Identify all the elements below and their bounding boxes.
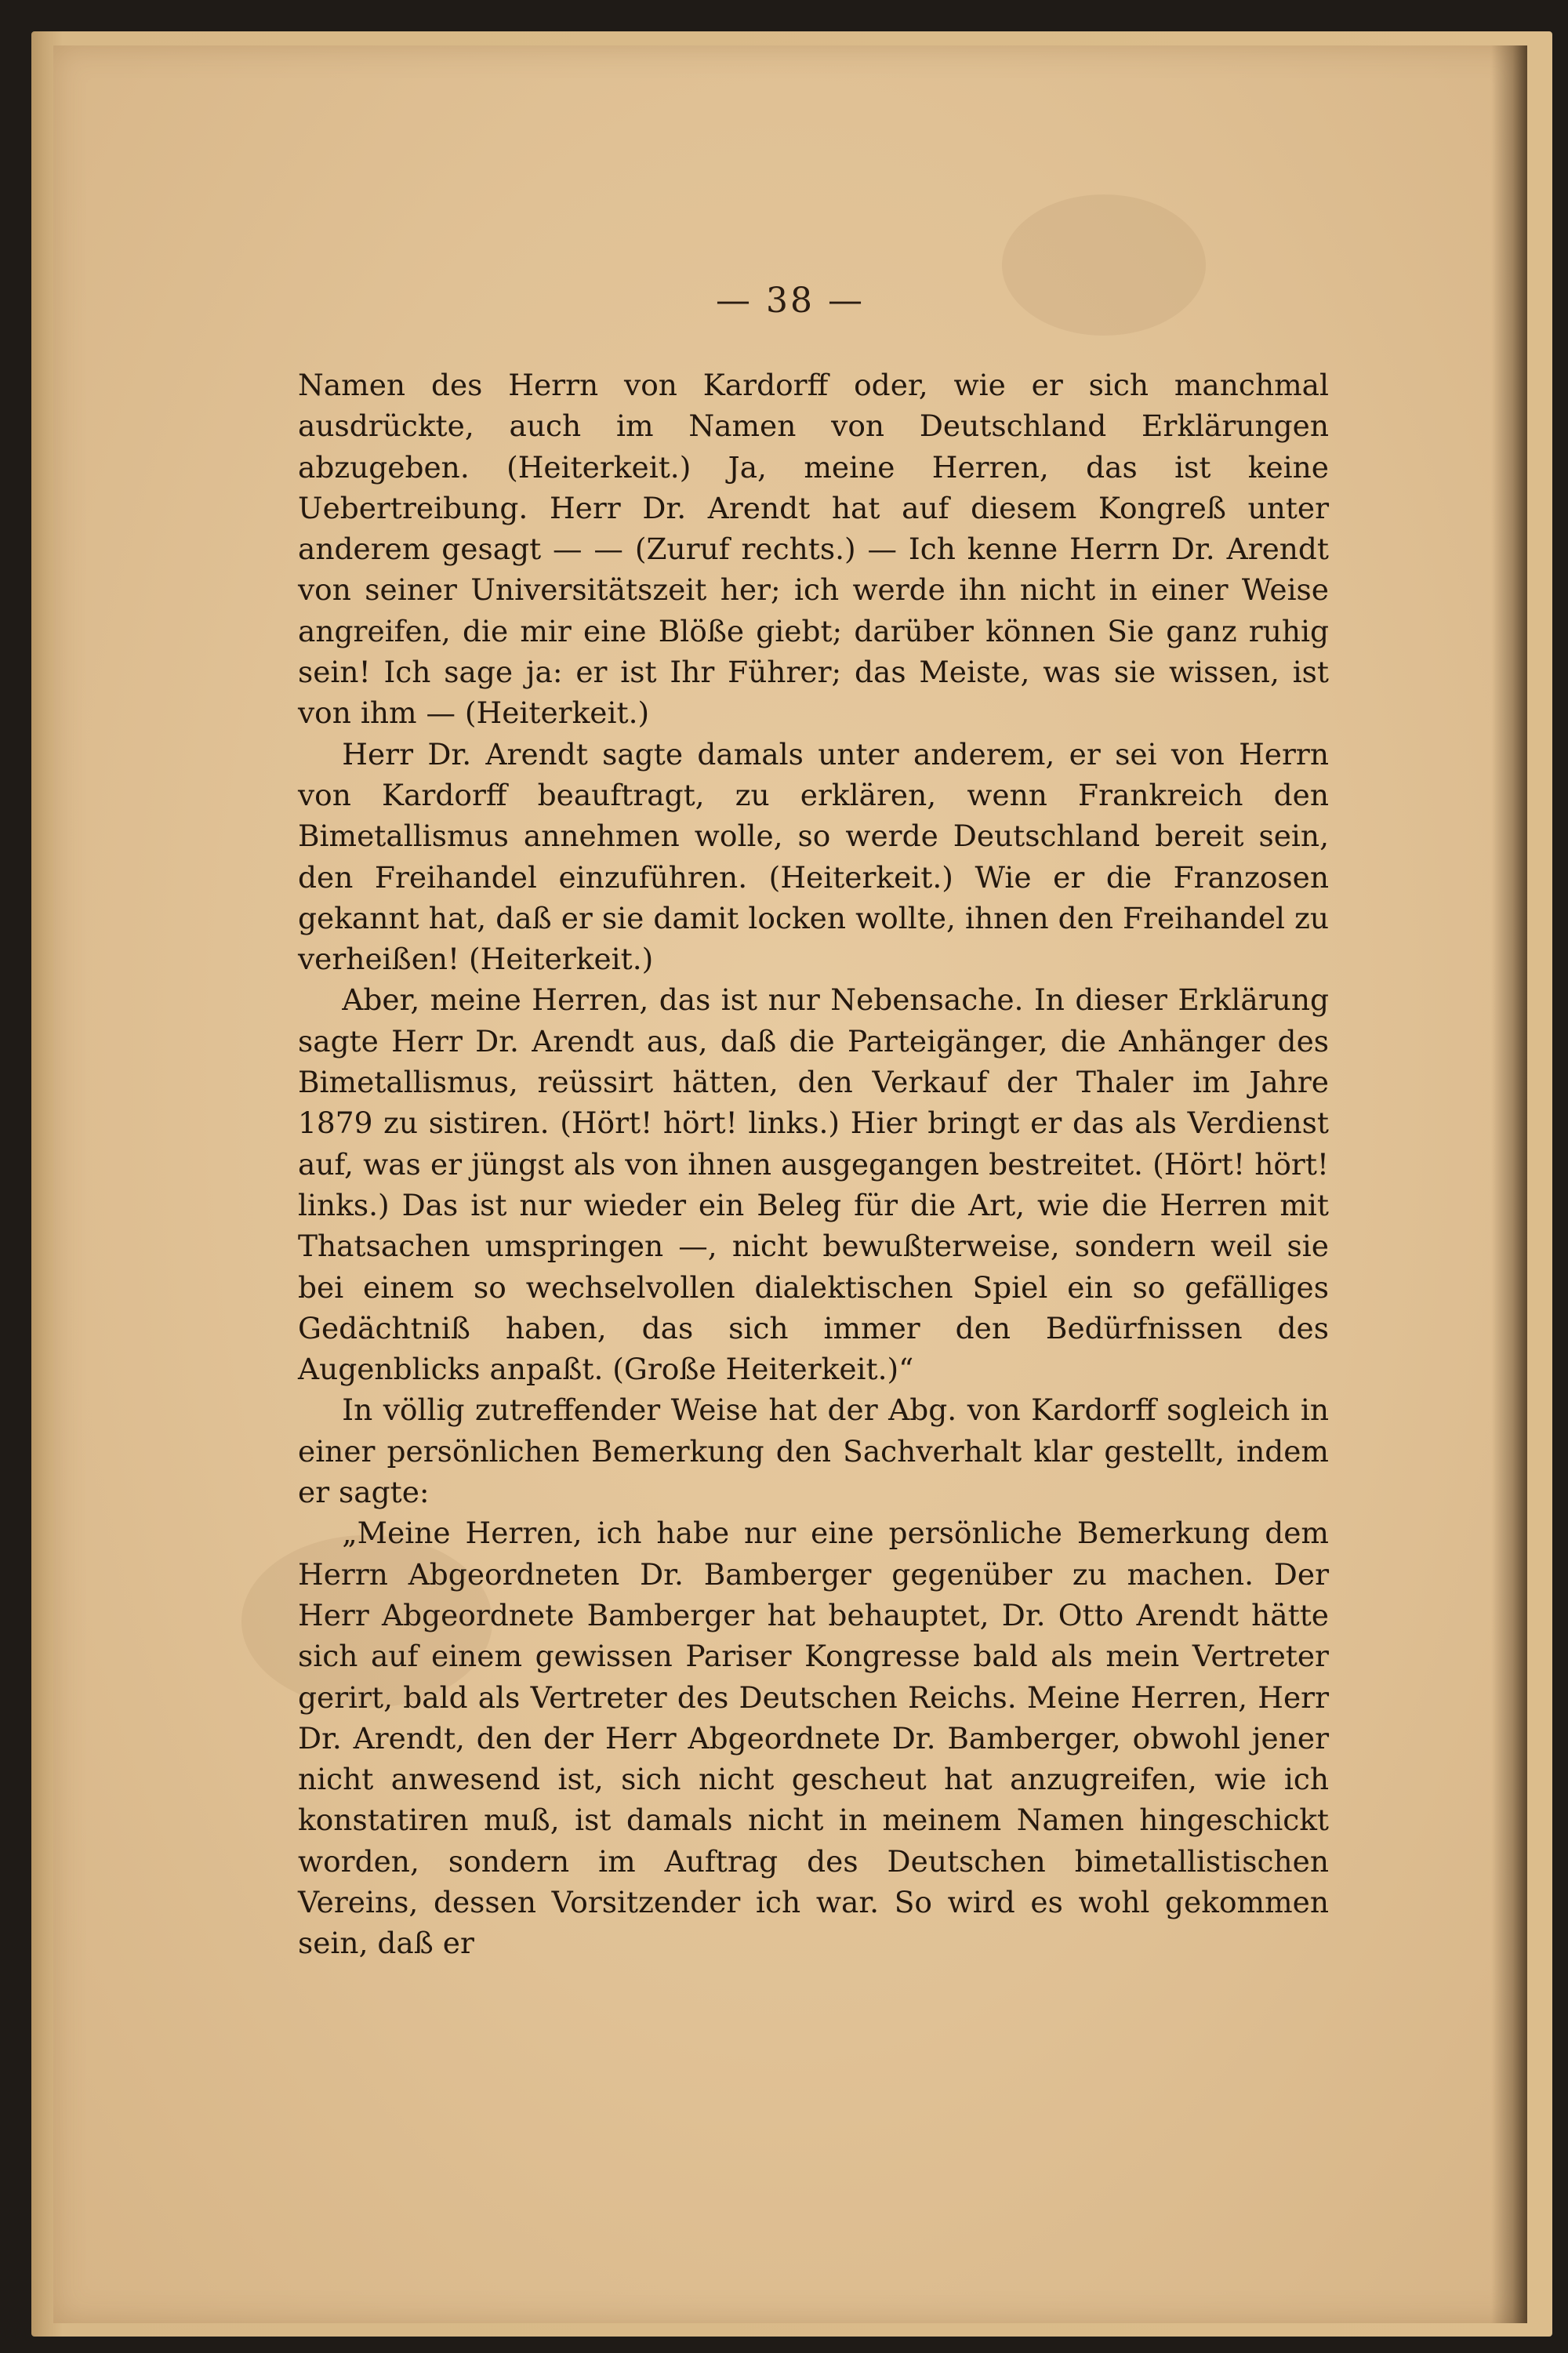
paragraph-5-quote: „Meine Herren, ich habe nur eine persönliche Bemerkung dem Herrn Abgeordneten Dr. Bamberger gegenüber zu machen. Der Herr Abgeordnete Bamberger hat behauptet, Dr. Otto Arendt hätte sich auf einem gewissen Pariser Kongresse bald als mein Vertreter gerirt, bald als Vertreter des Deutschen Reichs. Meine Herren, Herr Dr. Arendt, den der Herr Abgeordnete Dr. Bamberger, obwohl jener nicht anwesend ist, sich nicht gescheut hat anzugreifen, wie ich konstatiren muß, ist damals nicht in meinem Namen hingeschickt worden, sondern im Auftrag des Deutschen bimetallistischen Vereins, dessen Vorsitzender ich war. So wird es wohl gekommen sein, daß er <box>298 1516 1329 1961</box>
paragraph-4: In völlig zutreffender Weise hat der Abg. von Kardorff sogleich in einer persönlichen Bemerkung den Sachverhalt klar gestellt, indem er sagte: <box>298 1393 1329 1510</box>
page-number: — 38 — <box>716 281 865 321</box>
paragraph-1: Namen des Herrn von Kardorff oder, wie er sich manchmal ausdrückte, auch im Namen von Deutschland Erklärungen abzugeben. (Heiterkeit.) Ja, meine Herren, das ist keine Uebertreibung. Herr Dr. Arendt hat auf diesem Kongreß unter anderem gesagt — — (Zuruf rechts.) — Ich kenne Herrn Dr. Arendt von seiner Universitätszeit her; ich werde ihn nicht in einer Weise angreifen, die mir eine Blöße giebt; darüber können Sie ganz ruhig sein! Ich sage ja: er ist Ihr Führer; das Meiste, was sie wissen, ist von ihm — (Heiterkeit.) <box>298 368 1329 731</box>
paragraph-3: Aber, meine Herren, das ist nur Nebensache. In dieser Erklärung sagte Herr Dr. Arendt aus, daß die Parteigänger, die Anhänger des Bimetallismus, reüssirt hätten, den Verkauf der Thaler im Jahre 1879 zu sistiren. (Hört! hört! links.) Hier bringt er das als Verdienst auf, was er jüngst als von ihnen ausgegangen bestreitet. (Hört! hört! links.) Das ist nur wieder ein Beleg für die Art, wie die Herren mit Thatsachen umspringen —, nicht bewußterweise, sondern weil sie bei einem so wechselvollen dialektischen Spiel ein so gefälliges Gedächtniß haben, das sich immer den Bedürfnissen des Augenblicks anpaßt. (Große Heiterkeit.)“ <box>298 982 1329 1387</box>
paragraph-2: Herr Dr. Arendt sagte damals unter anderem, er sei von Herrn von Kardorff beauftragt, zu erklären, wenn Frankreich den Bimetallismus annehmen wolle, so werde Deutschland bereit sein, den Freihandel einzuführen. (Heiterkeit.) Wie er die Franzosen gekannt hat, daß er sie damit locken wollte, ihnen den Freihandel zu verheißen! (Heiterkeit.) <box>298 736 1329 977</box>
page-body-text <box>298 365 1329 1964</box>
page-gutter-shadow <box>1491 45 1527 2323</box>
